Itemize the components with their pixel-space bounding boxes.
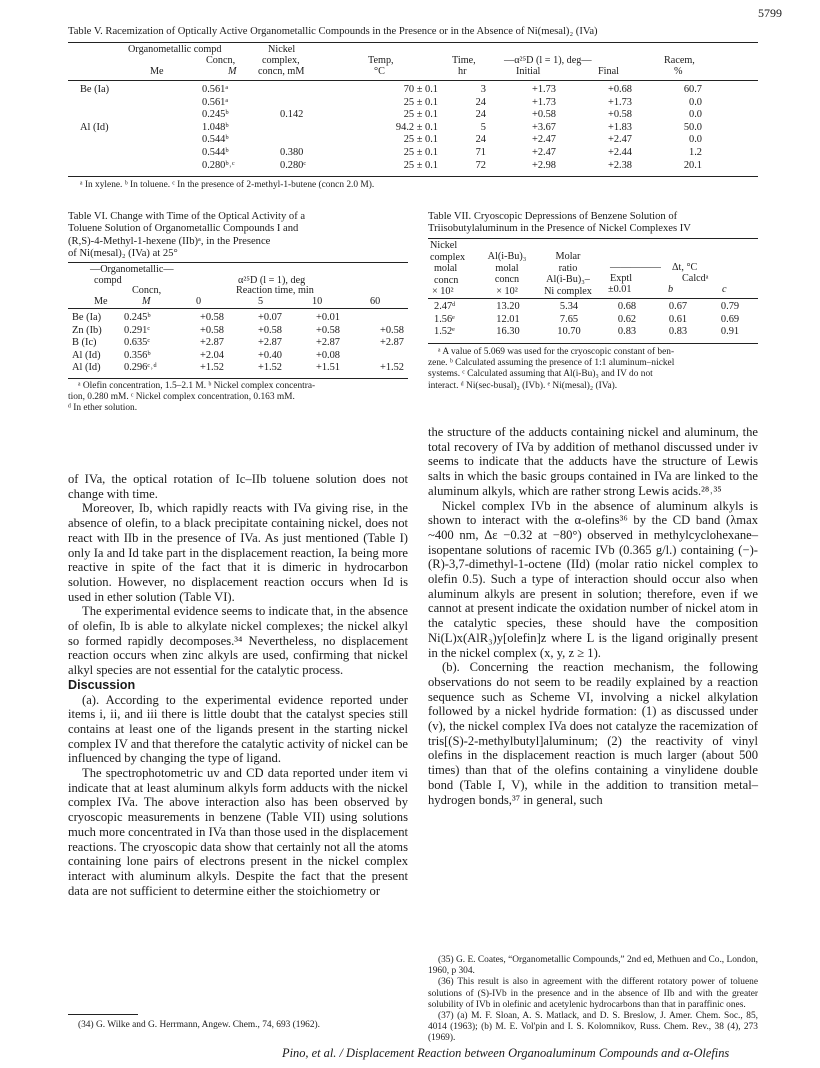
- t5-cell-pad: [716, 134, 758, 147]
- table-row: [68, 122, 758, 135]
- t5-cell-pad: [716, 97, 758, 110]
- table6-title: [68, 211, 408, 261]
- t5-cell-nickel: 0.380: [280, 146, 304, 158]
- t6-title-line-1: Table VI. Change with Time of the Optical Activity of a: [68, 211, 306, 222]
- t5-cell-final: +2.47: [607, 134, 632, 146]
- table7-bottom-rule: [428, 343, 758, 344]
- t5-cell-initial: +2.47: [531, 146, 556, 158]
- reference-34: (34) G. Wilke and G. Herrmann, Angew. Chem., 74, 693 (1962).: [78, 1020, 321, 1030]
- t5-h-organometallic: Organometallic compd: [128, 44, 222, 55]
- t7-title-line-1: Table VII. Cryoscopic Depressions of Benzene Solution of: [428, 211, 678, 222]
- t5-cell-racem: 0.0: [689, 109, 702, 121]
- table7-top-rule: [428, 238, 758, 239]
- t5-h-degc: °C: [374, 66, 385, 77]
- t6-cell-t60: [346, 350, 408, 363]
- t6-cell-me: B (Ic): [72, 337, 97, 349]
- left-paragraph-3: The experimental evidence seems to indicate that, in the absence of olefin, Ib is able to alkylate nickel complexes; the nickel alkyl so formed rapidly decomposes.³⁴ Nevertheless, no displacement reaction occurs when zinc alkyls are used, confirming that nickel alkyl species are not essential for the catalytic process.: [68, 604, 408, 678]
- t6-cell-concn: 0.296ᶜ˒ᵈ: [124, 362, 157, 374]
- table7-header-rule: [428, 298, 758, 299]
- t7-cell-b: 0.61: [668, 313, 688, 325]
- table5-header-rule: [68, 80, 758, 81]
- t6-cell-t10: +0.01: [315, 312, 340, 323]
- t5-cell-nickel: 0.142: [280, 109, 304, 121]
- table5-top-rule: [68, 42, 758, 43]
- t5-cell-initial: +2.47: [531, 134, 556, 146]
- t6-cell-t10: +0.58: [315, 324, 340, 336]
- t6-cell-t5: +0.58: [257, 324, 282, 336]
- table5-header: [68, 44, 758, 84]
- table7-title: [428, 211, 768, 236]
- table-row: [68, 97, 758, 110]
- left-paragraph-2: Moreover, Ib, which rapidly reacts with IVa giving rise, in the absence of olefin, to a black precipitate containing nickel, does not react with IIb in the presence of IVa. As just mentioned (Table I) only Ia and Id take part in the displacement reaction, Ia being more reactive in spite of the fact that it is dimeric in hydrocarbon solution. However, no displacement reaction occurs when Id is used in ether solution (Table VI).: [68, 501, 408, 604]
- table7: [428, 301, 758, 339]
- table6-top-rule: [68, 262, 408, 263]
- table-row: [68, 325, 408, 338]
- reference-35: (35) G. E. Coates, “Organometallic Compounds,” 2nd ed, Methuen and Co., London, 1960, p 304.: [428, 955, 758, 977]
- t6-cell-concn: 0.356ᵇ: [124, 349, 151, 361]
- t6-cell-t60: +1.52: [379, 362, 404, 374]
- t6-cell-me: Be (Ia): [72, 312, 102, 323]
- table6-header-rule: [68, 308, 408, 309]
- t7-cell-al: 16.30: [496, 326, 520, 338]
- t7-h-col3-l1: Molar: [555, 251, 581, 262]
- t6-cell-concn: 0.291ᶜ: [124, 324, 151, 336]
- right-paragraph-2: Nickel complex IVb in the absence of aluminum alkyls is shown to interact with the α-olefins³⁶ by the CD band (λmax ~400 nm, Δε −0.32 at −80°) observed in methylcyclohexane–isopentane solutions of racemic IVb (0.365 g/l.) containing (−)-(R)-3,7-dimethyl-1-octene (IId) (molar ratio nickel complex to olefin 0.5). Such a type of interaction should occur also when aluminum alkyls are present in solution; therefore, even if we cannot at present indicate the oxidation number of nickel atom in the catalytic species, these should have the composition Ni(L)x(AlR₃)y[olefin]z where L is the ligand originally present in the nickel complex (x, y, z ≥ 1).: [428, 498, 758, 660]
- t5-cell-initial: +1.73: [531, 96, 556, 108]
- t6-cell-me: Al (Id): [72, 349, 101, 361]
- t7-cell-ratio: 5.34: [559, 301, 579, 312]
- t5-h-alpha: —α²⁵D (l = 1), deg—: [504, 55, 592, 66]
- table7-footnote: [428, 347, 760, 392]
- t7-h-col1-l3: molal: [434, 263, 458, 275]
- t5-cell-final: +1.73: [607, 96, 632, 108]
- t5-cell-me: Be (Ia): [80, 84, 110, 95]
- left-paragraph-4: (a). According to the experimental evidence reported under items i, ii, and iii there is little doubt that the catalyst species still contains at least one of the ligands present in the starting nickel complex IV and that therefore the catalytic activity of nickel can be influenced by changing the type of ligand.: [68, 692, 409, 766]
- t5-cell-concn: 0.561ᵃ: [202, 96, 229, 108]
- right-column: [428, 425, 758, 807]
- t7-fn-line-4: interact. ᵈ Ni(sec-busal)₂ (IVb). ᵉ Ni(mesal)₂ (IVa).: [428, 380, 618, 391]
- t6-cell-t10: +2.87: [315, 337, 340, 349]
- t7-cell-ratio: 7.65: [559, 313, 579, 325]
- table-row: [68, 337, 408, 350]
- t6-cell-t60: +2.87: [379, 337, 404, 349]
- t6-h-m: M: [142, 296, 151, 307]
- table5-bottom-rule: [68, 176, 758, 177]
- running-footer: Pino, et al. / Displacement Reaction between Organoaluminum Compounds and α-Olefins: [282, 1046, 730, 1060]
- t5-cell-concn: 0.561ᵃ: [202, 84, 229, 95]
- t7-h-delta: Δt, °C: [672, 262, 698, 273]
- t6-cell-t0: +2.04: [199, 349, 224, 361]
- t6-cell-t60: +0.58: [379, 324, 404, 336]
- t5-h-racem: Racem,: [664, 55, 695, 66]
- table-row: [68, 160, 758, 173]
- page-number: 5799: [758, 6, 782, 20]
- reference-36: (36) This result is also in agreement with the different rotatory power of toluene solutions of (S)-IVb in the presence and in the absence of IIb and with the greater solubility of IVb in olefinic and acetylenic hydrocarbons than that in paraffinic ones.: [428, 977, 758, 1010]
- t5-cell-concn: 0.544ᵇ: [202, 134, 229, 146]
- t7-h-col2: [478, 251, 536, 297]
- t5-cell-nickel: [264, 122, 344, 135]
- table-row: [68, 350, 408, 363]
- t7-cell-exptl: 0.62: [617, 313, 637, 325]
- t5-cell-racem: 0.0: [689, 134, 702, 146]
- t6-cell-t10: +1.51: [315, 362, 340, 374]
- t5-cell-me: [68, 160, 180, 173]
- t6-h-me: Me: [94, 296, 108, 307]
- t7-cell-ni: 1.56ᵉ: [434, 313, 455, 325]
- t6-cell-t5: +0.07: [257, 312, 282, 323]
- t5-cell-concn: 1.048ᵇ: [202, 121, 229, 133]
- t5-cell-pad: [716, 84, 758, 97]
- t5-cell-nickel: [264, 97, 344, 110]
- t5-cell-time: 71: [475, 146, 486, 158]
- t5-cell-time: 72: [475, 159, 486, 171]
- table-row: [68, 84, 758, 97]
- t6-h-reaction-time: Reaction time, min: [236, 285, 314, 296]
- table6-bottom-rule: [68, 378, 408, 379]
- t7-h-col1: [430, 240, 480, 298]
- left-column: [68, 472, 408, 898]
- t5-h-temp: Temp,: [368, 55, 394, 66]
- t6-cell-t10: +0.08: [315, 349, 340, 361]
- t5-cell-me: [68, 134, 180, 147]
- t5-h-concn: Concn,: [206, 55, 236, 66]
- t5-cell-racem: 50.0: [683, 121, 702, 133]
- t6-cell-t0: +2.87: [199, 337, 224, 349]
- t5-cell-initial: +2.98: [531, 159, 556, 171]
- t6-cell-t5: +2.87: [257, 337, 282, 349]
- t5-cell-time: 24: [475, 96, 486, 108]
- table-row: [68, 109, 758, 122]
- t7-fn-line-3: systems. ᶜ Calculated assuming that Al(i-Bu)₃ and IV do not: [428, 369, 653, 380]
- t6-cell-me: Al (Id): [72, 362, 101, 374]
- t7-h-col1-l4: concn: [434, 274, 459, 286]
- t5-cell-concn: 0.280ᵇ˒ᶜ: [202, 159, 235, 171]
- t5-h-initial: Initial: [516, 66, 541, 77]
- t5-cell-final: +2.38: [607, 159, 632, 171]
- t7-h-col3-l2: ratio: [558, 262, 578, 274]
- t6-h-alpha: α²⁵D (l = 1), deg: [238, 275, 306, 286]
- t7-cell-ratio: 10.70: [557, 326, 581, 338]
- left-references: [68, 1020, 408, 1031]
- t7-h-col3: [536, 251, 600, 297]
- right-paragraph-3: (b). Concerning the reaction mechanism, the following observations do not seem to be readily explained by a reaction sequence such as Scheme VI, involving a nickel alkylation followed by a nickel hydride formation: (1) as discussed under (v), the nickel complex IVa does not catalyze the racemization of tris[(S)-2-methylbutyl]aluminum; (2) the reactivity of vinyl olefins in the displacement reaction is much larger (about 500 times) than that of the olefins containing a vinylidene double bond (Table I, V), while in the addition to transition metal–hydrogen bonds,³⁷ in general, such: [428, 660, 758, 807]
- t7-h-col3-l4: Ni complex: [544, 285, 592, 297]
- t7-title-line-2: Triisobutylaluminum in the Presence of Nickel Complexes IV: [428, 223, 691, 235]
- t5-cell-pad: [716, 160, 758, 173]
- table-row: [68, 147, 758, 160]
- t6-cell-me: Zn (Ib): [72, 324, 102, 336]
- t5-cell-racem: 0.0: [689, 96, 702, 108]
- t5-h-hr: hr: [458, 66, 467, 77]
- t5-cell-temp: 25 ± 0.1: [403, 96, 438, 108]
- t6-h-t5: 5: [258, 296, 264, 307]
- t6-title-line-3: (R,S)-4-Methyl-1-hexene (IIb)ᵃ, in the Presence: [68, 235, 271, 247]
- table5-title: Table V. Racemization of Optically Active Organometallic Compounds in the Presence or in the Absence of Ni(mesal)₂ (IVa): [68, 26, 598, 37]
- t6-cell-t0: +1.52: [199, 362, 224, 374]
- t7-cell-exptl: 0.68: [617, 301, 637, 312]
- t6-h-t10: 10: [312, 296, 323, 307]
- t5-cell-final: +2.44: [607, 146, 632, 158]
- t5-h-final: Final: [598, 66, 619, 77]
- t7-cell-b: 0.83: [668, 326, 688, 338]
- right-references: [428, 955, 758, 1045]
- t5-h-percent: %: [674, 66, 683, 77]
- t6-cell-t5: +1.52: [257, 362, 282, 374]
- t7-cell-c: 0.91: [720, 326, 740, 338]
- t5-cell-time: 5: [480, 121, 486, 133]
- table6: [68, 312, 408, 375]
- t6-cell-t0: +0.58: [199, 324, 224, 336]
- t5-cell-temp: 25 ± 0.1: [403, 146, 438, 158]
- t7-h-col2-l4: × 10²: [496, 285, 518, 297]
- t6-cell-t0: +0.58: [199, 312, 224, 323]
- t5-cell-me: [68, 97, 180, 110]
- t7-h-col2-l3: concn: [494, 274, 520, 286]
- table-row: [428, 326, 758, 339]
- right-paragraph-1: the structure of the adducts containing nickel and aluminum, the total recovery of IVa by addition of methanol discussed under iv seems to indicate that the adducts have the structure of Lewis salts in which the basic groups contained in IVa are linked to the aluminum alkyls, which are rather strong Lewis acids.²⁸˒³⁵: [428, 425, 758, 498]
- table5: [68, 84, 758, 172]
- table-row: [428, 314, 758, 327]
- t5-cell-nickel: [264, 84, 344, 97]
- t7-fn-line-1: ᵃ A value of 5.069 was used for the cryoscopic constant of ben-: [438, 347, 675, 357]
- t5-cell-temp: 70 ± 0.1: [403, 84, 438, 95]
- t5-h-complex: complex,: [262, 55, 300, 66]
- t6-fn-line-2: tion, 0.280 mM. ᶜ Nickel complex concentration, 0.163 mM.: [68, 392, 295, 403]
- t5-cell-pad: [716, 147, 758, 160]
- table-row: [68, 362, 408, 375]
- t5-cell-temp: 94.2 ± 0.1: [395, 121, 438, 133]
- t5-h-m: M: [228, 66, 237, 77]
- t7-h-col1-l5: × 10²: [432, 286, 454, 298]
- t7-h-col1-l1: Nickel: [430, 240, 458, 251]
- table6-header: [68, 264, 408, 306]
- t7-cell-b: 0.67: [668, 301, 688, 312]
- table6-footnote: [68, 381, 413, 415]
- t7-cell-c: 0.69: [720, 313, 740, 325]
- t6-cell-t5: +0.40: [257, 349, 282, 361]
- t7-h-dash-left: —————: [610, 262, 661, 273]
- t6-h-organometallic: —Organometallic—: [90, 264, 174, 275]
- t7-h-col2-l1: Al(i-Bu)₃: [487, 251, 527, 262]
- table-row: [428, 301, 758, 314]
- t7-cell-c: 0.79: [720, 301, 740, 312]
- t5-h-nickel: Nickel: [268, 44, 296, 55]
- t5-cell-me: [68, 147, 180, 160]
- t7-cell-al: 12.01: [496, 313, 520, 325]
- t7-h-col2-l2: molal: [495, 262, 519, 274]
- t7-cell-ni: 2.47ᵈ: [434, 301, 456, 312]
- t5-cell-final: +0.58: [607, 109, 632, 121]
- t5-cell-time: 24: [475, 109, 486, 121]
- t7-h-exptl2: ±0.01: [608, 284, 632, 295]
- t5-cell-racem: 1.2: [689, 146, 702, 158]
- t5-cell-initial: +1.73: [531, 84, 556, 95]
- left-paragraph-1: of IVa, the optical rotation of Ic–IIb toluene solution does not change with time.: [68, 472, 408, 501]
- t5-h-me: Me: [150, 66, 164, 77]
- t7-cell-exptl: 0.83: [617, 326, 637, 338]
- discussion-heading: Discussion: [68, 677, 136, 692]
- t6-title-line-4: of Ni(mesal)₂ (IVa) at 25°: [68, 248, 178, 260]
- t7-h-col1-l2: complex: [430, 251, 466, 263]
- t5-cell-racem: 20.1: [683, 159, 702, 171]
- t6-h-compd: compd: [94, 275, 122, 286]
- t6-fn-line-1: ᵃ Olefin concentration, 1.5–2.1 M. ᵇ Nickel complex concentra-: [78, 381, 316, 391]
- t7-cell-ni: 1.52ᵉ: [434, 326, 455, 338]
- t5-cell-me: Al (Id): [80, 121, 109, 133]
- t7-h-b: b: [668, 284, 674, 295]
- t5-h-time: Time,: [452, 55, 476, 66]
- t5-cell-initial: +3.67: [531, 121, 556, 133]
- t5-cell-pad: [716, 122, 758, 135]
- t7-h-c: c: [722, 284, 727, 295]
- t7-h-calcd: Calcdᵃ: [682, 273, 709, 284]
- t7-cell-al: 13.20: [496, 301, 520, 312]
- t7-fn-line-2: zene. ᵇ Calculated assuming the presence of 1:1 aluminum–nickel: [428, 358, 675, 369]
- t5-cell-pad: [716, 109, 758, 122]
- t5-cell-final: +1.83: [607, 121, 632, 133]
- left-footnote-rule: [68, 1014, 138, 1015]
- t5-cell-concn: 0.245ᵇ: [202, 109, 229, 121]
- t5-cell-concn: 0.544ᵇ: [202, 146, 229, 158]
- t5-cell-nickel: [264, 134, 344, 147]
- t6-cell-concn: 0.635ᶜ: [124, 337, 151, 349]
- t6-cell-t60: [346, 312, 408, 325]
- t5-cell-nickel: 0.280ᶜ: [280, 159, 307, 171]
- table5-footnote: ᵃ In xylene. ᵇ In toluene. ᶜ In the presence of 2-methyl-1-butene (concn 2.0 M).: [80, 180, 375, 190]
- table-row: [68, 134, 758, 147]
- t5-cell-racem: 60.7: [683, 84, 702, 95]
- t5-cell-time: 3: [480, 84, 486, 95]
- t6-title-line-2: Toluene Solution of Organometallic Compounds I and: [68, 223, 299, 235]
- t5-cell-temp: 25 ± 0.1: [403, 134, 438, 146]
- t6-h-t0: 0: [196, 296, 202, 307]
- t6-h-concn: Concn,: [132, 285, 162, 296]
- t5-cell-temp: 25 ± 0.1: [403, 159, 438, 171]
- t5-cell-initial: +0.58: [531, 109, 556, 121]
- t5-cell-temp: 25 ± 0.1: [403, 109, 438, 121]
- t5-cell-time: 24: [475, 134, 486, 146]
- t7-h-exptl: Exptl: [610, 273, 633, 284]
- table7-header: [428, 240, 758, 300]
- t6-fn-line-3: ᵈ In ether solution.: [68, 403, 138, 414]
- table-row: [68, 312, 408, 325]
- t5-cell-final: +0.68: [607, 84, 632, 95]
- t6-h-t60: 60: [370, 296, 381, 307]
- t5-h-concn-mm: concn, mM: [258, 66, 305, 77]
- t6-cell-concn: 0.245ᵇ: [124, 312, 151, 323]
- left-paragraph-5: The spectrophotometric uv and CD data reported under item vi indicate that at least aluminum alkyls form adducts with the nickel complex IVa. The above interaction also has been observed by cryoscopic measurements in benzene (Table VII) using solutions much more concentrated in IVa than those used in the displacement reactions. The cryoscopic data show that certainly not all the atoms containing lone pairs of electrons present in the nickel complex interact with aluminum alkyls. Despite the fact that the present data are not sufficient to determine either the stoichiometry or: [68, 766, 408, 898]
- t5-cell-me: [68, 109, 180, 122]
- reference-37: (37) (a) M. F. Sloan, A. S. Matlack, and D. S. Breslow, J. Amer. Chem. Soc., 85, 4014 (1963); (b) M. E. Vol'pin and I. S. Kolomnikov, Russ. Chem. Rev., 38 (4), 273 (1969).: [428, 1011, 758, 1044]
- t7-h-col3-l3: Al(i-Bu)₃–: [546, 274, 590, 286]
